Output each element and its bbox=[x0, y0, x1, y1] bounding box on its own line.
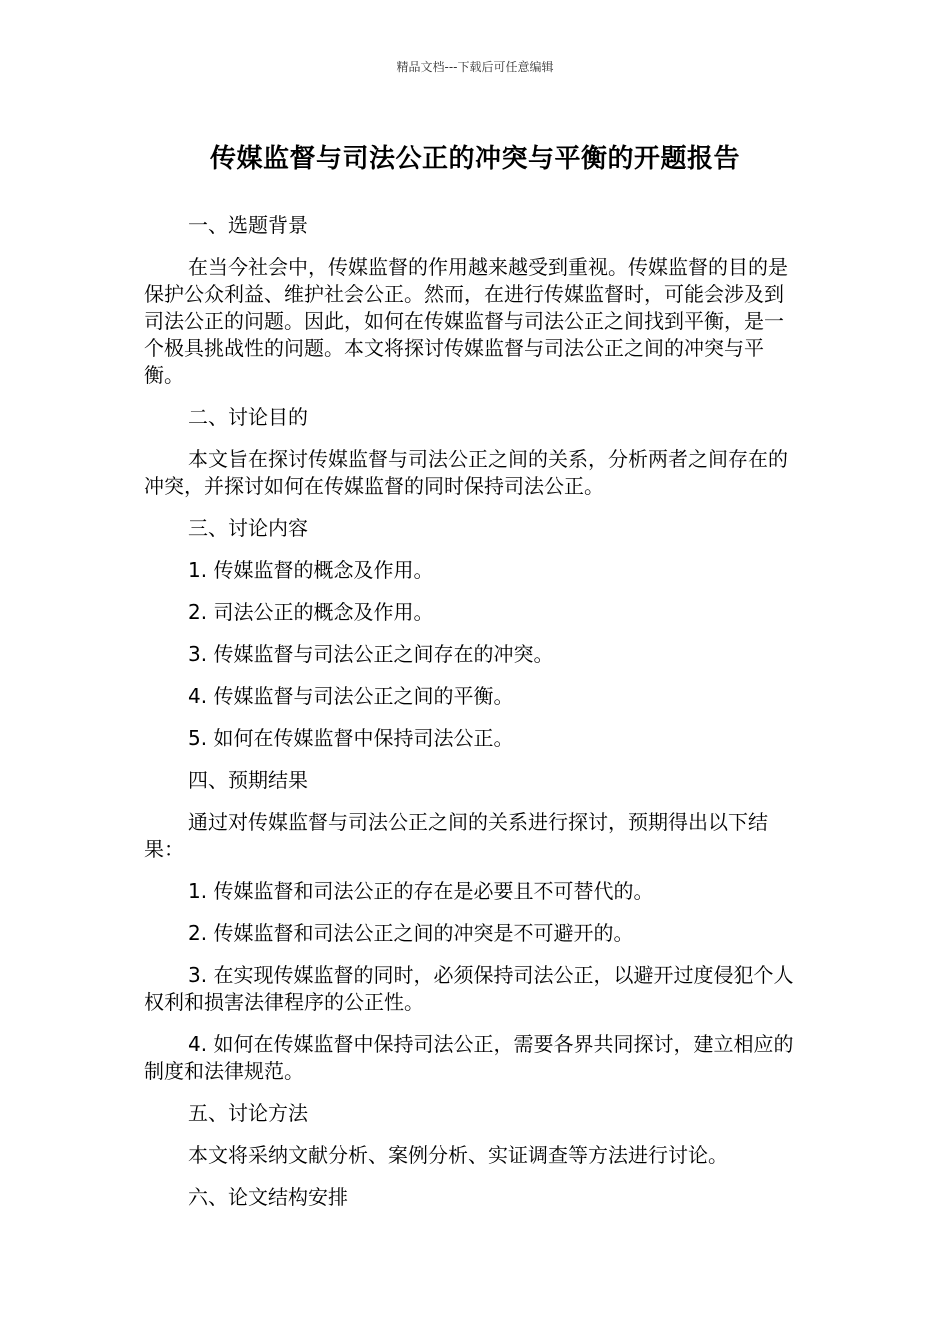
document-title: 传媒监督与司法公正的冲突与平衡的开题报告 bbox=[209, 144, 740, 174]
header-note: 精品文档---下载后可任意编辑 bbox=[396, 60, 554, 74]
section-heading-expected-results: 四、预期结果 bbox=[188, 768, 308, 792]
list-item: 4. 传媒监督与司法公正之间的平衡。 bbox=[188, 684, 514, 708]
section-heading-content: 三、讨论内容 bbox=[188, 516, 308, 540]
paragraph-method: 本文将采纳文献分析、案例分析、实证调查等方法进行讨论。 bbox=[188, 1143, 728, 1167]
section-heading-method: 五、讨论方法 bbox=[188, 1101, 308, 1125]
list-item: 3. 传媒监督与司法公正之间存在的冲突。 bbox=[188, 642, 554, 666]
document-body bbox=[144, 212, 800, 1226]
section-heading-purpose: 二、讨论目的 bbox=[188, 405, 308, 429]
list-item: 2. 司法公正的概念及作用。 bbox=[188, 600, 434, 624]
list-item: 2. 传媒监督和司法公正之间的冲突是不可避开的。 bbox=[188, 921, 634, 945]
paragraph-purpose: 本文旨在探讨传媒监督与司法公正之间的关系，分析两者之间存在的冲突，并探讨如何在传媒监督的同时保持司法公正。 bbox=[144, 447, 788, 498]
list-item: 5. 如何在传媒监督中保持司法公正。 bbox=[188, 726, 514, 750]
list-item: 1. 传媒监督和司法公正的存在是必要且不可替代的。 bbox=[188, 879, 654, 903]
section-heading-structure: 六、论文结构安排 bbox=[188, 1185, 348, 1209]
list-item: 1. 传媒监督的概念及作用。 bbox=[188, 558, 434, 582]
section-heading-background: 一、选题背景 bbox=[188, 213, 308, 237]
paragraph-background: 在当今社会中，传媒监督的作用越来越受到重视。传媒监督的目的是保护公众利益、维护社会公正。然而，在进行传媒监督时，可能会涉及到司法公正的问题。因此，如何在传媒监督与司法公正之间找到平衡，是一个极具挑战性的问题。本文将探讨传媒监督与司法公正之间的冲突与平衡。 bbox=[144, 255, 788, 387]
paragraph-expected-results: 通过对传媒监督与司法公正之间的关系进行探讨，预期得出以下结果： bbox=[144, 810, 768, 861]
list-item: 4. 如何在传媒监督中保持司法公正，需要各界共同探讨，建立相应的制度和法律规范。 bbox=[144, 1032, 794, 1083]
list-item: 3. 在实现传媒监督的同时，必须保持司法公正，以避开过度侵犯个人权利和损害法律程序的公正性。 bbox=[144, 963, 794, 1014]
